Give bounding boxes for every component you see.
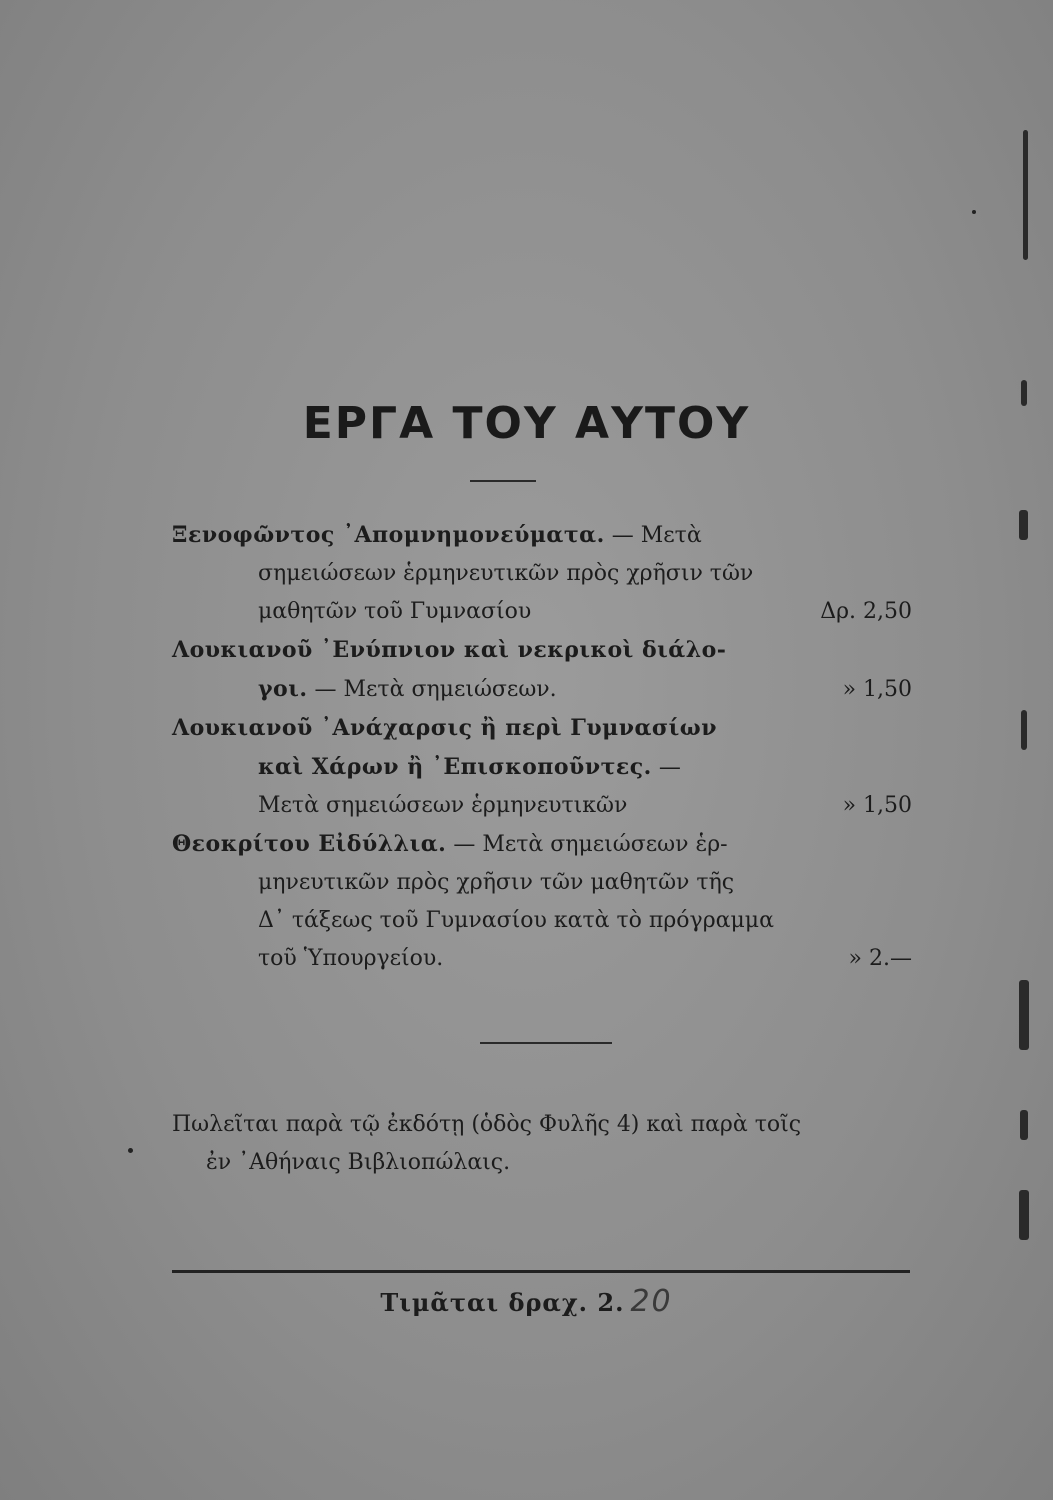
work-title: Λουκιανοῦ ᾽Ανάχαρσις ἢ περὶ Γυμνασίων	[172, 715, 717, 741]
ink-speck	[972, 210, 976, 214]
ink-speck	[128, 1148, 133, 1153]
work-title: Λουκιανοῦ ᾽Ενύπνιον καὶ νεκρικοὶ διάλο-	[172, 637, 727, 663]
bottom-rule	[172, 1270, 910, 1273]
work-price: » 2.—	[848, 946, 912, 971]
works-list	[172, 516, 912, 978]
printed-price: 2.	[597, 1288, 625, 1317]
price-line: Τιμᾶται δραχ. 2. 20	[380, 1284, 673, 1319]
work-price: » 1,50	[842, 793, 912, 818]
work-title: Ξενοφῶντος ᾽Απομνημονεύματα.	[172, 522, 605, 548]
page-title: ΕΡΓΑ ΤΟΥ ΑΥΤΟΥ	[302, 398, 751, 449]
work-entry-xenophon: Ξενοφῶντος ᾽Απομνημονεύματα. — Μετὰ σημειώσεων ἑρμηνευτικῶν πρὸς χρῆσιν τῶν μαθητῶν τοῦ Γυμνασίου Δρ. 2,50	[172, 516, 912, 631]
list-divider	[480, 1042, 612, 1044]
handwritten-price: 20	[630, 1284, 673, 1319]
work-price: Δρ. 2,50	[820, 599, 912, 624]
page-edge-marks	[1017, 110, 1039, 1360]
sale-notice: Πωλεῖται παρὰ τῷ ἐκδότῃ (ὁδὸς Φυλῆς 4) καὶ παρὰ τοῖς ἐν ᾽Αθήναις Βιβλιοπώλαις.	[172, 1112, 802, 1175]
title-divider	[470, 480, 536, 482]
work-title: Θεοκρίτου Εἰδύλλια.	[172, 831, 447, 857]
work-price: » 1,50	[842, 677, 912, 702]
work-entry-lucian-anacharsis: Λουκιανοῦ ᾽Ανάχαρσις ἢ περὶ Γυμνασίων καὶ Χάρων ἢ ᾽Επισκοποῦντες. — Μετὰ σημειώσεων ἑρμηνευτικῶν » 1,50	[172, 709, 912, 825]
work-entry-theocritus: Θεοκρίτου Εἰδύλλια. — Μετὰ σημειώσεων ἑρ- μηνευτικῶν πρὸς χρῆσιν τῶν μαθητῶν τῆς Δ᾽ τάξεως τοῦ Γυμνασίου κατὰ τὸ πρόγραμμα τοῦ Ὑπουργείου. » 2.—	[172, 825, 912, 978]
work-entry-lucian-dialogues: Λουκιανοῦ ᾽Ενύπνιον καὶ νεκρικοὶ διάλο- γοι. — Μετὰ σημειώσεων. » 1,50	[172, 631, 912, 709]
